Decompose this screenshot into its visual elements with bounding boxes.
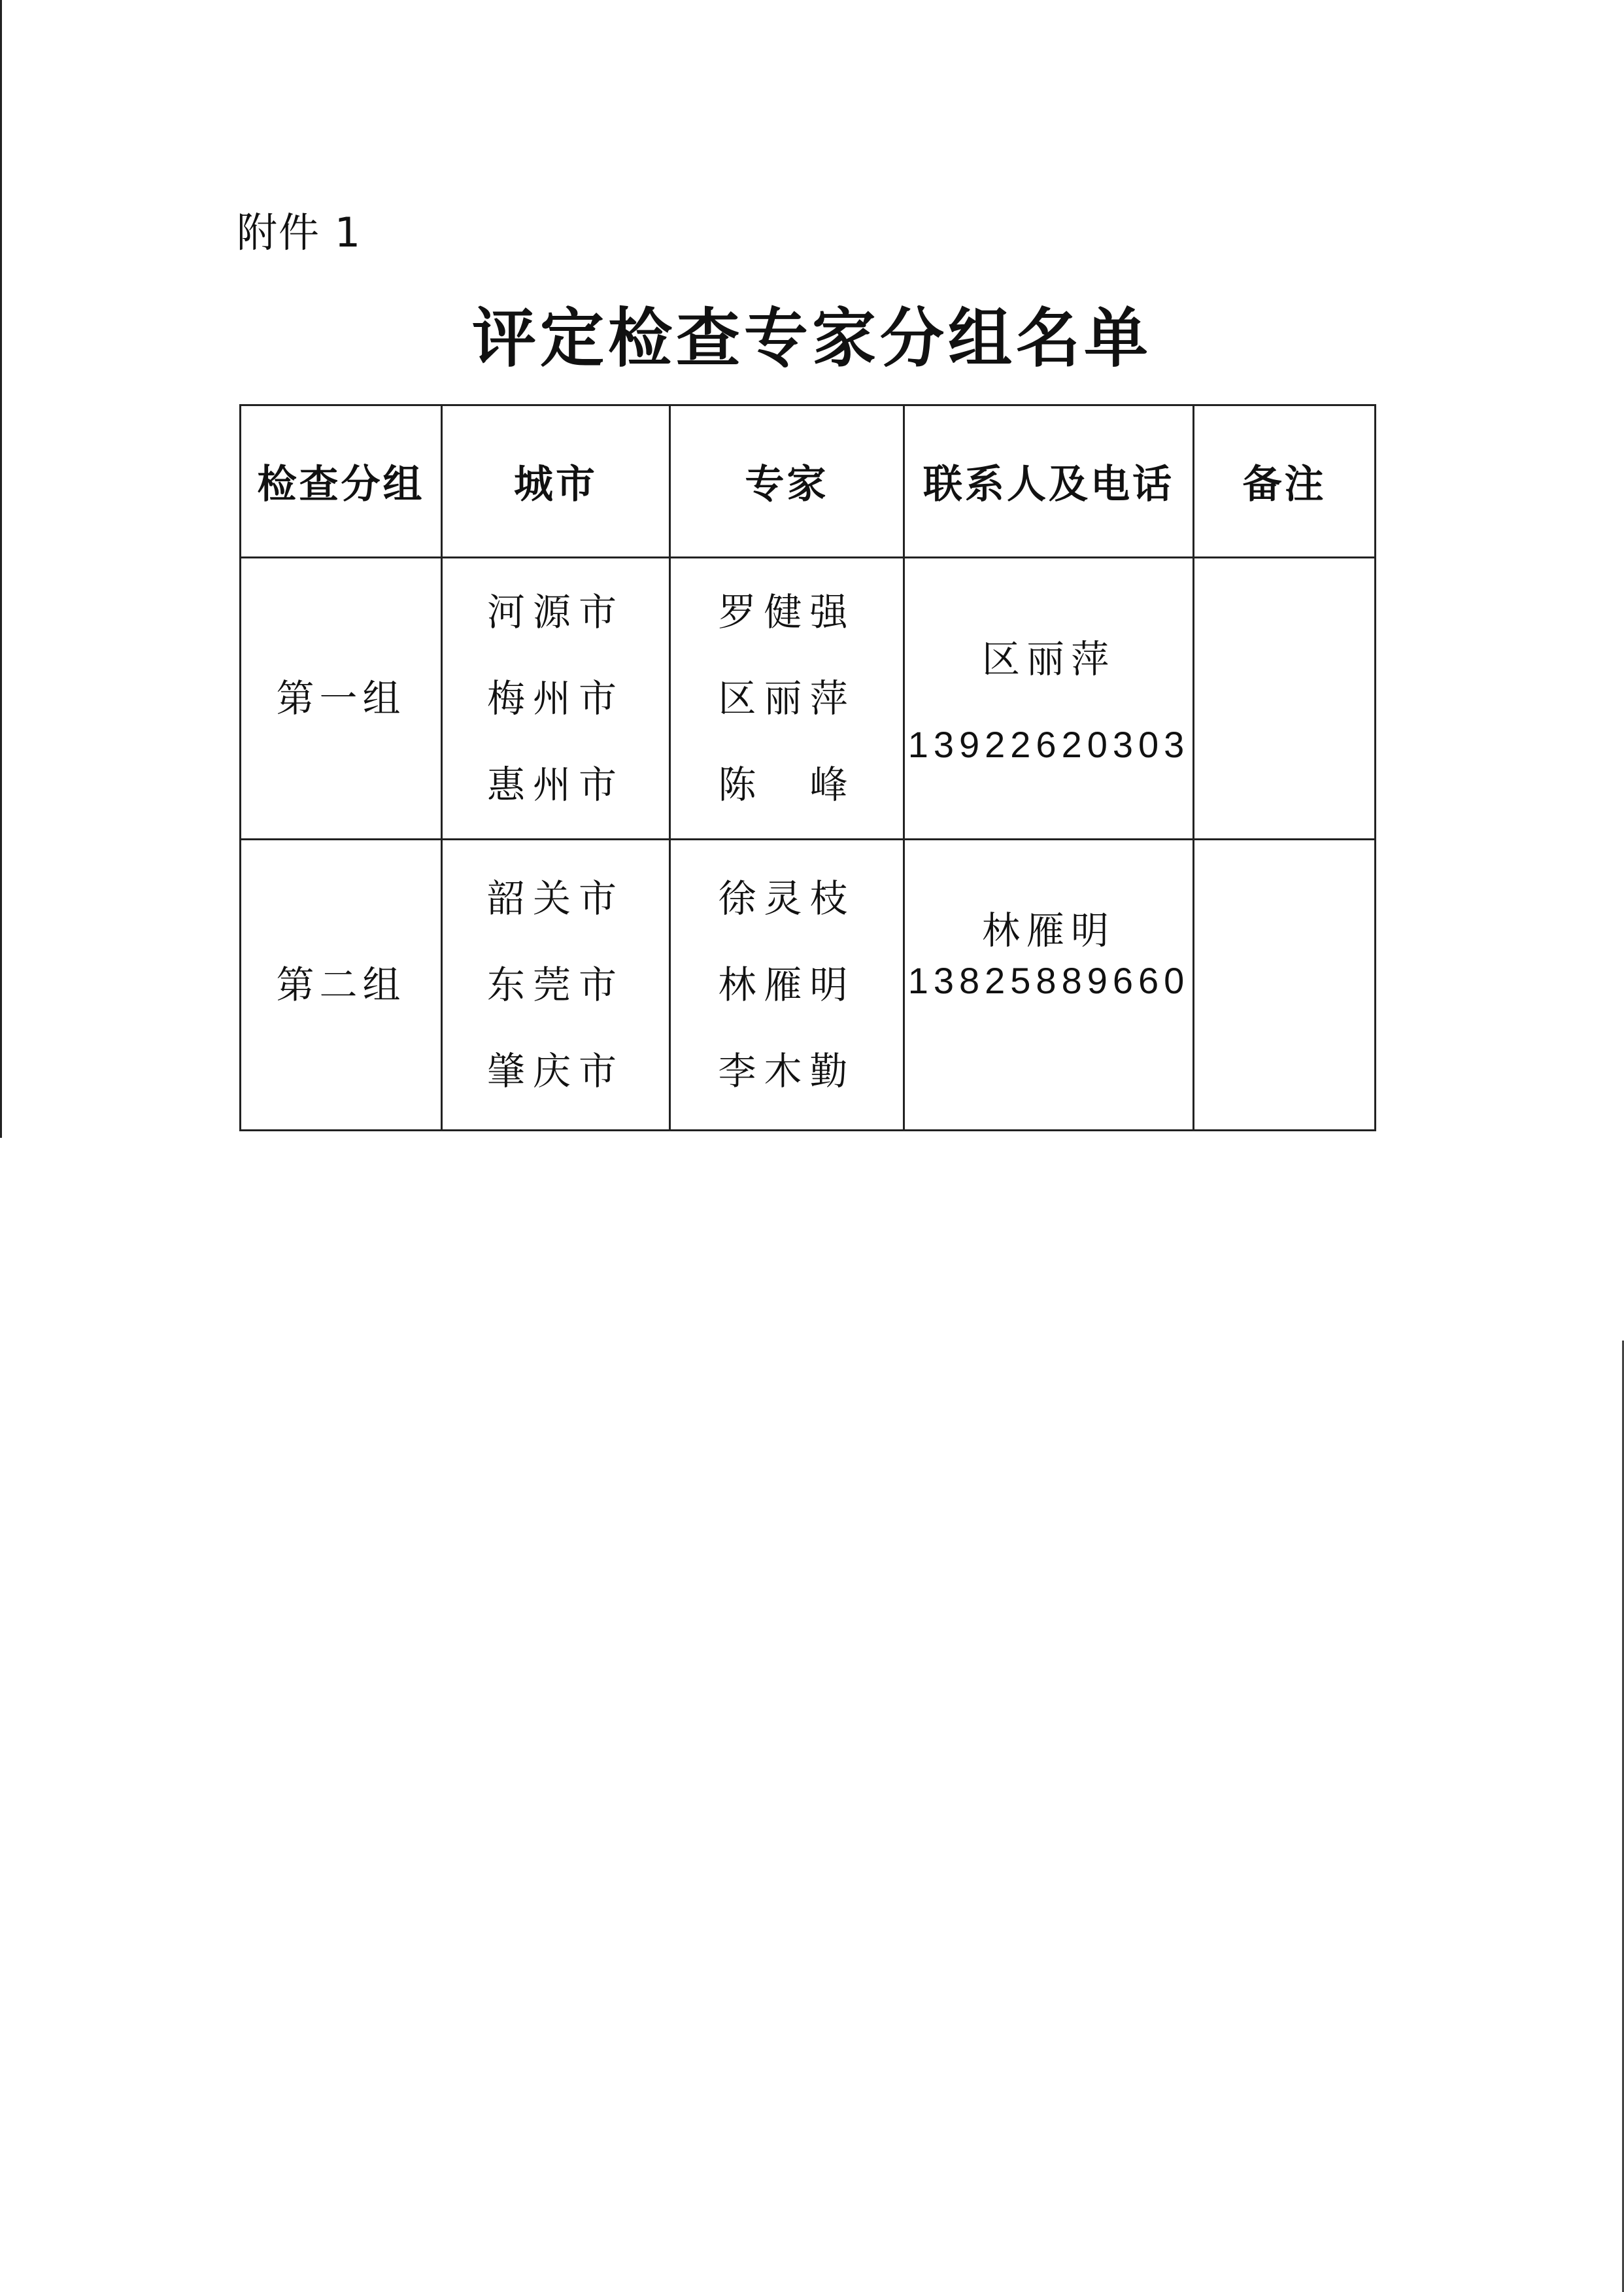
header-remark: 备注 bbox=[1194, 405, 1376, 558]
group-name: 第一组 bbox=[276, 676, 406, 721]
remark-cell bbox=[1194, 558, 1376, 840]
contact-cell bbox=[904, 840, 1194, 1131]
expert-name: 区丽萍 bbox=[718, 676, 856, 721]
remark-cell bbox=[1194, 840, 1376, 1131]
table-header-row bbox=[241, 405, 1376, 558]
header-group: 检查分组 bbox=[241, 405, 442, 558]
expert-name: 罗健强 bbox=[718, 590, 856, 634]
contact-name: 区丽萍 bbox=[981, 637, 1115, 681]
city-name: 惠州市 bbox=[486, 762, 624, 807]
group-cell bbox=[241, 840, 442, 1131]
expert-name: 陈 峰 bbox=[718, 762, 856, 807]
table-row bbox=[241, 558, 1376, 840]
experts-cell bbox=[670, 558, 904, 840]
city-name: 韶关市 bbox=[486, 876, 624, 921]
city-name: 东莞市 bbox=[486, 963, 624, 1007]
expert-name: 徐灵枝 bbox=[718, 876, 856, 921]
experts-cell bbox=[670, 840, 904, 1131]
expert-group-table bbox=[239, 404, 1376, 1131]
document-title: 评定检查专家分组名单 bbox=[471, 301, 1152, 376]
group-name: 第二组 bbox=[276, 963, 406, 1007]
table-row bbox=[241, 840, 1376, 1131]
attachment-label: 附件 1 bbox=[237, 209, 362, 256]
city-cell bbox=[442, 558, 670, 840]
contact-cell bbox=[904, 558, 1194, 840]
header-city: 城市 bbox=[442, 405, 670, 558]
expert-name: 李木勤 bbox=[718, 1049, 856, 1093]
group-cell bbox=[241, 558, 442, 840]
city-cell bbox=[442, 840, 670, 1131]
header-contact: 联系人及电话 bbox=[904, 405, 1194, 558]
scan-edge-left bbox=[0, 0, 2, 1138]
expert-name: 林雁明 bbox=[718, 963, 856, 1007]
contact-name: 林雁明 bbox=[981, 908, 1115, 953]
city-name: 梅州市 bbox=[486, 676, 624, 721]
city-name: 肇庆市 bbox=[486, 1049, 624, 1093]
header-experts: 专家 bbox=[670, 405, 904, 558]
city-name: 河源市 bbox=[486, 590, 624, 634]
contact-phone: 13825889660 bbox=[907, 960, 1190, 1001]
contact-phone: 13922620303 bbox=[907, 724, 1190, 765]
